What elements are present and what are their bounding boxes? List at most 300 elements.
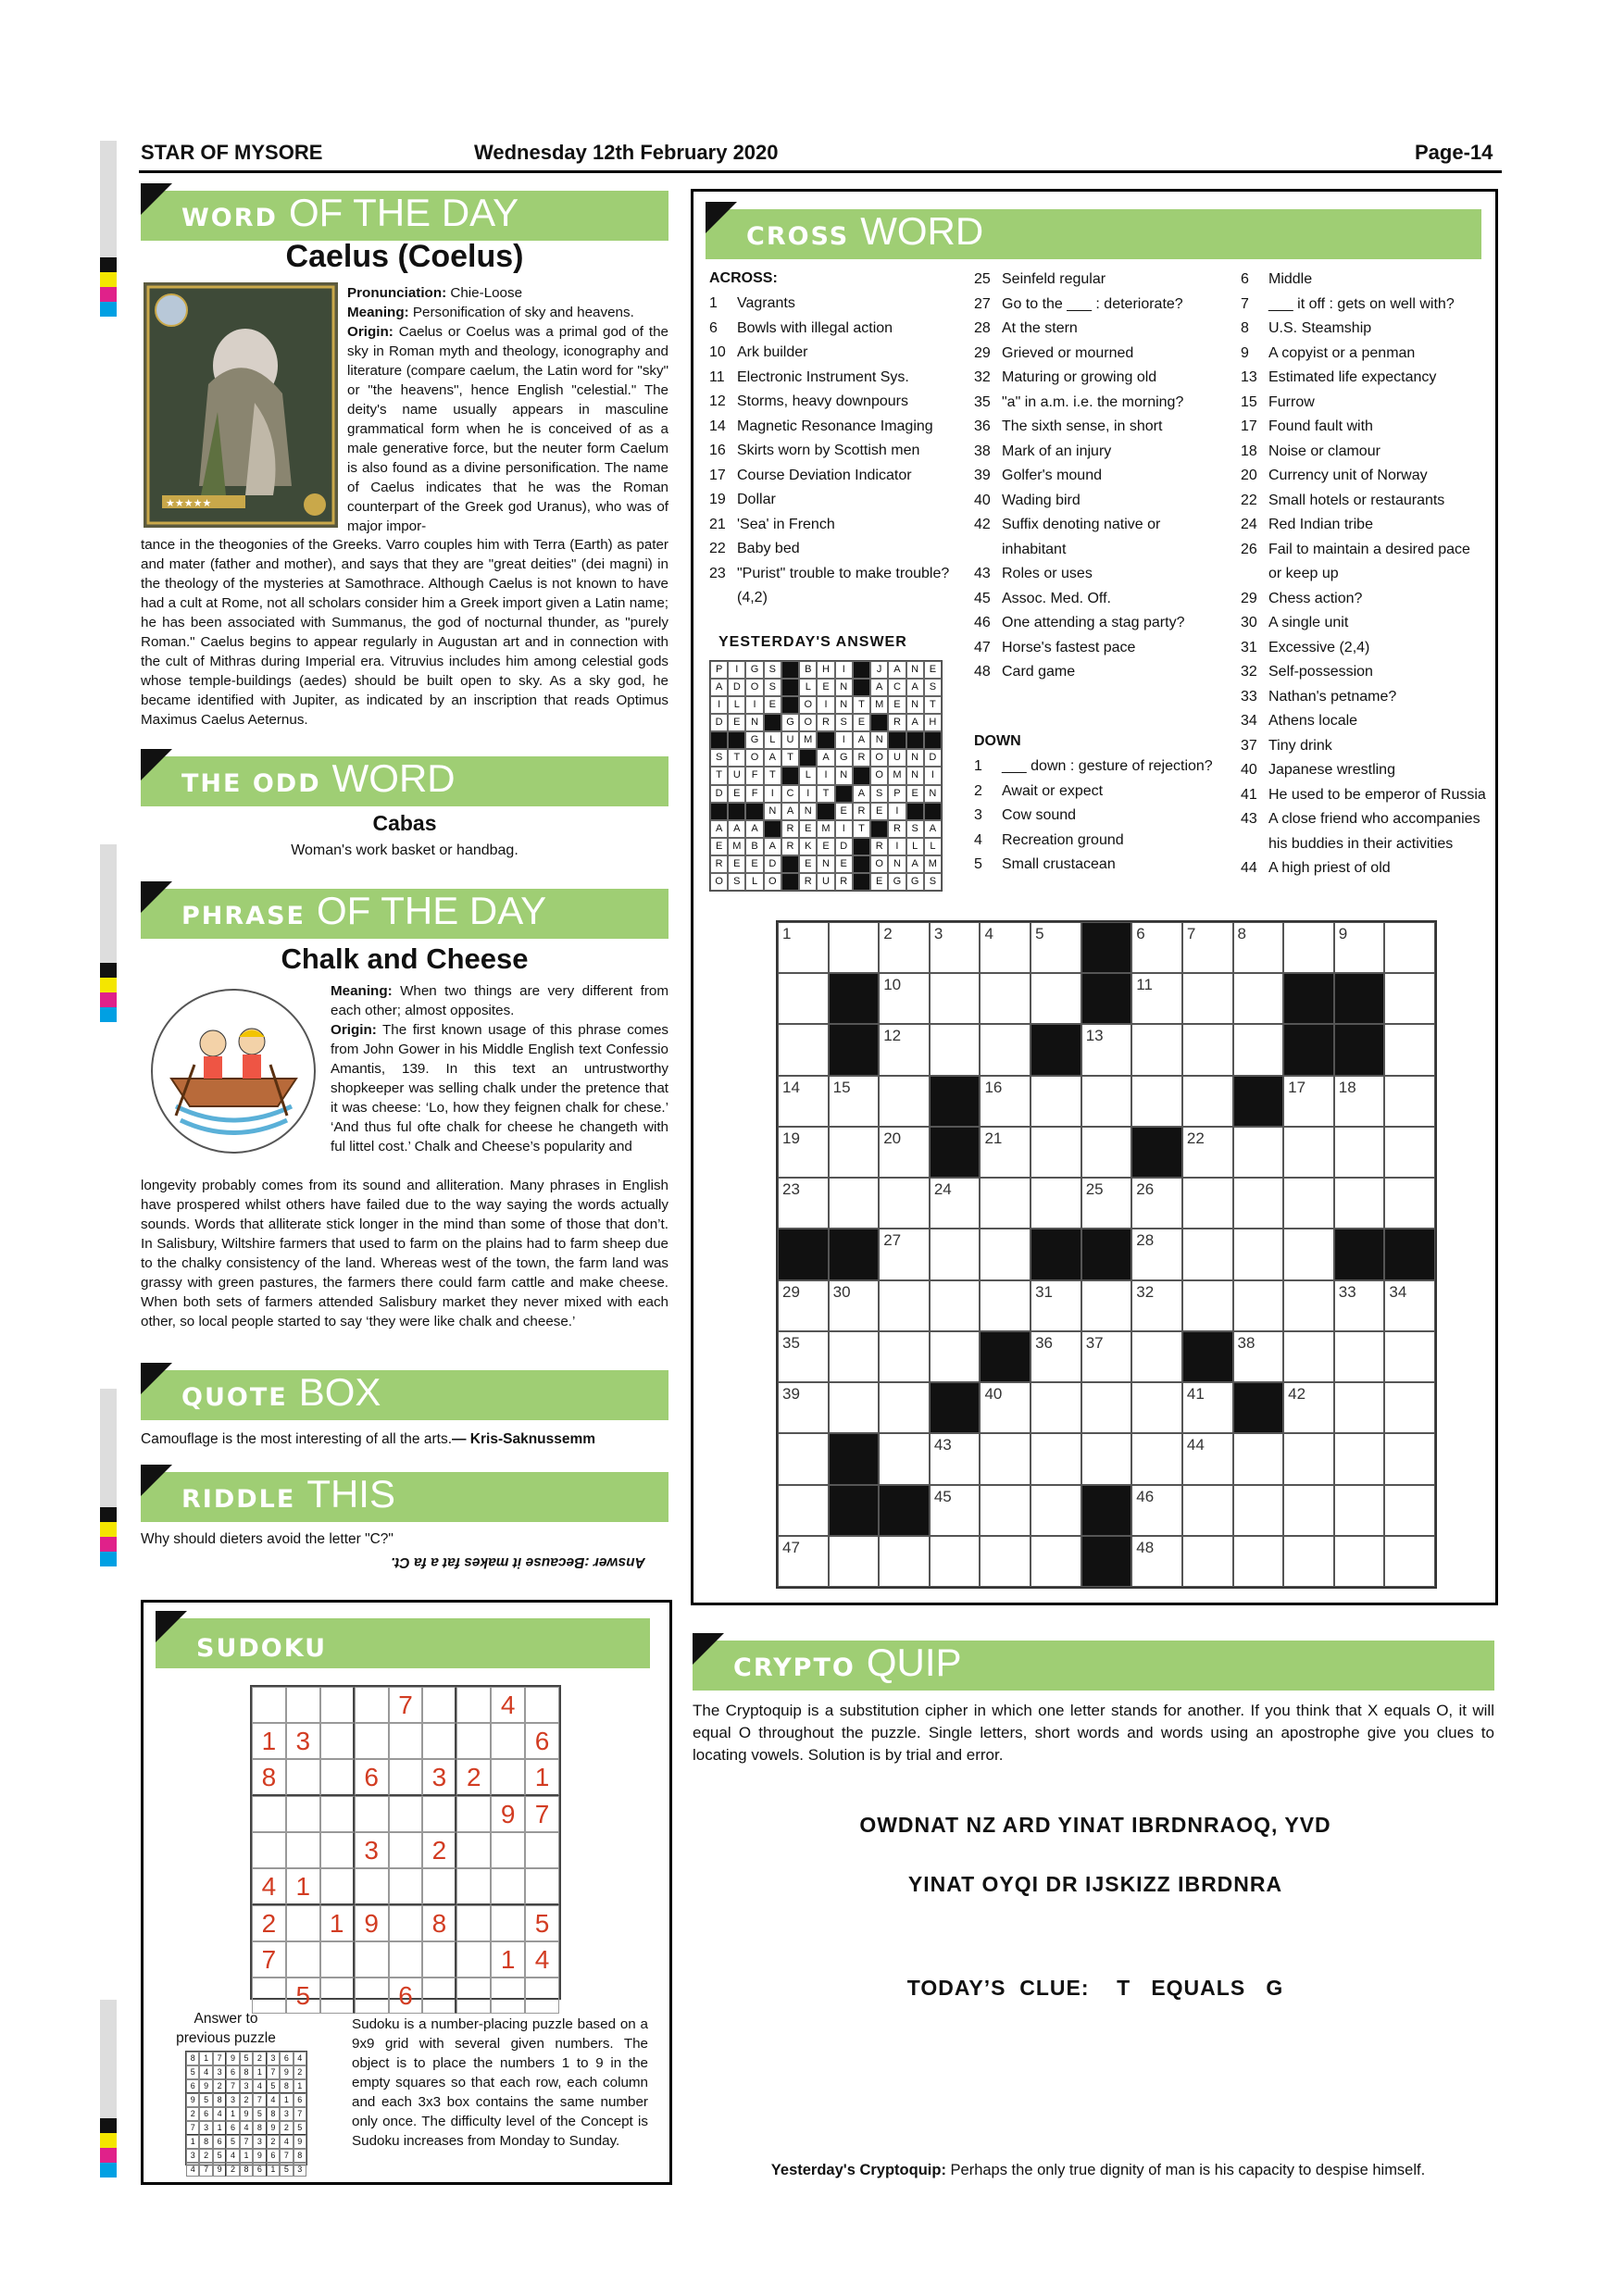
answer-cell [764, 714, 781, 731]
sudoku-cell: 1 [294, 2079, 306, 2093]
answer-cell: U [728, 767, 745, 784]
crossword-grid[interactable] [776, 920, 1437, 1589]
crossword-cell[interactable] [1384, 1280, 1435, 1331]
crossword-cell[interactable] [1283, 1178, 1334, 1229]
cell-number: 48 [1136, 1538, 1155, 1556]
sudoku-cell: 9 [240, 2107, 253, 2121]
crossword-cell[interactable] [1334, 1331, 1385, 1382]
crossword-cell[interactable] [930, 1024, 981, 1075]
answer-cell: N [870, 731, 888, 749]
crossword-cell[interactable] [1233, 973, 1284, 1024]
sudoku-cell[interactable] [286, 1796, 320, 1832]
sudoku-cell[interactable] [286, 1687, 320, 1723]
crossword-cell[interactable] [1081, 1382, 1132, 1433]
sudoku-cell[interactable] [456, 1832, 491, 1868]
crossword-cell[interactable] [1182, 1024, 1233, 1075]
clue-number: 25 [974, 271, 991, 287]
sudoku-cell: 9 [280, 2065, 293, 2079]
crossword-cell[interactable] [1233, 1433, 1284, 1484]
sudoku-cell[interactable] [389, 1868, 423, 1905]
crossword-cell[interactable] [1384, 1178, 1435, 1229]
crossword-cell[interactable] [1131, 1331, 1182, 1382]
sudoku-cell[interactable] [286, 1832, 320, 1868]
crossword-cell[interactable] [930, 1433, 981, 1484]
sudoku-cell[interactable] [422, 1868, 456, 1905]
answer-cell: C [781, 785, 799, 803]
crossword-cell[interactable] [1031, 1485, 1081, 1536]
crossword-cell[interactable] [1081, 1127, 1132, 1178]
sudoku-grid[interactable] [250, 1685, 561, 2010]
answer-cell: T [710, 767, 728, 784]
answer-cell: E [799, 820, 817, 838]
crossword-cell[interactable] [1283, 1382, 1334, 1433]
crossword-cell[interactable] [1233, 1229, 1284, 1279]
sudoku-cell[interactable] [286, 1941, 320, 1978]
sudoku-cell: 7 [389, 1687, 423, 1723]
sudoku-cell[interactable] [389, 1941, 423, 1978]
sudoku-cell[interactable] [525, 1868, 559, 1905]
crossword-cell[interactable] [1384, 1127, 1435, 1178]
crossword-cell[interactable] [930, 1536, 981, 1587]
sudoku-cell[interactable] [491, 1832, 525, 1868]
sudoku-cell: 2 [240, 2093, 253, 2107]
clue-item [1241, 734, 1486, 759]
black-square [829, 1024, 880, 1075]
crossword-cell[interactable] [1283, 1280, 1334, 1331]
crossword-cell[interactable] [1384, 1536, 1435, 1587]
cell-number: 37 [1085, 1333, 1104, 1352]
crossword-cell[interactable] [1283, 1229, 1334, 1279]
answer-cell [888, 731, 906, 749]
crossword-cell[interactable] [980, 1229, 1031, 1279]
answer-cell: O [710, 873, 728, 891]
crossword-cell[interactable] [1233, 1485, 1284, 1536]
clue-number: 14 [709, 418, 726, 434]
answer-cell: G [906, 873, 924, 891]
clue-text: He used to be emperor of Russia [1268, 786, 1486, 803]
sudoku-cell: 3 [186, 2149, 199, 2163]
crossword-cell[interactable] [1334, 1178, 1385, 1229]
cell-number: 19 [782, 1129, 800, 1147]
crossword-cell[interactable] [980, 1536, 1031, 1587]
crossword-cell[interactable] [930, 1485, 981, 1536]
crossword-cell[interactable] [1081, 1178, 1132, 1229]
crossword-cell[interactable] [1031, 1433, 1081, 1484]
sudoku-cell[interactable] [491, 1759, 525, 1796]
crossword-cell[interactable] [1182, 1280, 1233, 1331]
crossword-cell[interactable] [1182, 1076, 1233, 1127]
crossword-cell[interactable] [1131, 973, 1182, 1024]
sudoku-cell: 7 [199, 2163, 212, 2177]
answer-cell [799, 749, 817, 767]
cell-number: 41 [1186, 1385, 1205, 1404]
crossword-cell[interactable] [1031, 1536, 1081, 1587]
crossword-cell[interactable] [1384, 1076, 1435, 1127]
registration-bar [100, 1389, 117, 1507]
crossword-cell[interactable] [778, 973, 829, 1024]
crossword-cell[interactable] [778, 1178, 829, 1229]
crossword-cell[interactable] [1081, 1280, 1132, 1331]
sudoku-cell[interactable] [355, 1868, 389, 1905]
crossword-cell[interactable] [879, 973, 930, 1024]
crossword-cell[interactable] [1182, 922, 1233, 973]
crossword-cell[interactable] [1283, 1433, 1334, 1484]
heading-b: WORD [860, 209, 984, 253]
crossword-cell[interactable] [1233, 1331, 1284, 1382]
crossword-cell[interactable] [980, 973, 1031, 1024]
crossword-cell[interactable] [980, 1076, 1031, 1127]
crossword-cell[interactable] [1233, 1280, 1284, 1331]
sudoku-cell[interactable] [491, 1978, 525, 2014]
crossword-cell[interactable] [1384, 1485, 1435, 1536]
reg-cyan [100, 2163, 117, 2177]
crossword-cell[interactable] [1384, 1433, 1435, 1484]
clue-text: Small crustacean [1002, 856, 1116, 872]
sudoku-cell[interactable] [422, 1941, 456, 1978]
crossword-cell[interactable] [1131, 1536, 1182, 1587]
sudoku-cell: 3 [253, 2135, 266, 2149]
clue-item [1241, 513, 1486, 538]
crossword-cell[interactable] [1031, 1127, 1081, 1178]
caelus-image [144, 282, 338, 528]
sudoku-cell: 2 [199, 2149, 212, 2163]
answer-cell: A [888, 661, 906, 679]
clue-number: 45 [974, 590, 991, 606]
crossword-cell[interactable] [1031, 1178, 1081, 1229]
cell-number: 18 [1338, 1078, 1356, 1096]
sudoku-cell[interactable] [389, 1905, 423, 1941]
crossword-cell[interactable] [1081, 1024, 1132, 1075]
black-square [829, 973, 880, 1024]
sudoku-cell[interactable] [456, 1723, 491, 1759]
crossword-cell[interactable] [980, 1280, 1031, 1331]
crossword-cell[interactable] [930, 973, 981, 1024]
crossword-cell[interactable] [1384, 973, 1435, 1024]
crossword-cell[interactable] [1334, 1280, 1385, 1331]
crossword-cell[interactable] [829, 1331, 880, 1382]
crossword-cell[interactable] [778, 1485, 829, 1536]
crossword-cell[interactable] [1031, 1382, 1081, 1433]
crossword-cell[interactable] [930, 1331, 981, 1382]
black-square [1283, 1024, 1334, 1075]
crossword-cell[interactable] [778, 922, 829, 973]
crossword-cell[interactable] [980, 1024, 1031, 1075]
sudoku-cell[interactable] [320, 1978, 355, 2014]
sudoku-cell[interactable] [389, 1723, 423, 1759]
clue-number: 37 [1241, 737, 1257, 754]
crossword-cell[interactable] [879, 922, 930, 973]
sudoku-cell: 8 [422, 1905, 456, 1941]
answer-cell: G [781, 714, 799, 731]
sudoku-cell[interactable] [422, 1796, 456, 1832]
crossword-cell[interactable] [829, 1127, 880, 1178]
answer-cell [781, 696, 799, 714]
sudoku-cell[interactable] [525, 1978, 559, 2014]
answer-cell: I [799, 785, 817, 803]
answer-cell: R [781, 820, 799, 838]
sudoku-cell[interactable] [355, 1723, 389, 1759]
answer-cell [817, 731, 834, 749]
clue-number: 1 [709, 295, 718, 311]
crossword-cell[interactable] [1182, 973, 1233, 1024]
sudoku-cell[interactable] [355, 1978, 389, 2014]
sudoku-cell[interactable] [456, 1687, 491, 1723]
crossword-cell[interactable] [1182, 1127, 1233, 1178]
crossword-cell[interactable] [980, 1485, 1031, 1536]
sudoku-cell[interactable] [320, 1832, 355, 1868]
crossword-cell[interactable] [778, 1280, 829, 1331]
odd-word-title: Cabas [372, 811, 437, 835]
crossword-cell[interactable] [1334, 1127, 1385, 1178]
registration-bar [100, 2000, 117, 2118]
sudoku-cell: 1 [240, 2149, 253, 2163]
crossword-cell[interactable] [1334, 1485, 1385, 1536]
crossword-cell[interactable] [778, 1331, 829, 1382]
sudoku-cell[interactable] [252, 1832, 286, 1868]
crossword-cell[interactable] [930, 1229, 981, 1279]
sudoku-cell[interactable] [389, 1759, 423, 1796]
crossword-cell[interactable] [1182, 1433, 1233, 1484]
sudoku-cell[interactable] [355, 1687, 389, 1723]
cell-number: 11 [1136, 976, 1153, 994]
clue-number: 30 [1241, 615, 1257, 630]
crossword-cell[interactable] [879, 1229, 930, 1279]
crossword-cell[interactable] [1384, 922, 1435, 973]
crossword-cell[interactable] [829, 1076, 880, 1127]
crossword-cell[interactable] [1131, 1024, 1182, 1075]
crossword-cell[interactable] [778, 1382, 829, 1433]
answer-cell [710, 731, 728, 749]
crossword-cell[interactable] [1031, 922, 1081, 973]
crossword-cell[interactable] [1283, 1331, 1334, 1382]
crossword-cell[interactable] [1182, 1382, 1233, 1433]
black-square [1233, 1076, 1284, 1127]
clue-item [709, 415, 959, 440]
crossword-cell[interactable] [1081, 1433, 1132, 1484]
answer-cell: T [764, 767, 781, 784]
meaning: Personification of sky and heavens. [408, 305, 634, 320]
crossword-cell[interactable] [778, 1024, 829, 1075]
crossword-cell[interactable] [1031, 1331, 1081, 1382]
sudoku-cell: 6 [213, 2135, 226, 2149]
crossword-cell[interactable] [1031, 1280, 1081, 1331]
crossword-cell[interactable] [879, 1127, 930, 1178]
clue-number: 18 [1241, 443, 1257, 459]
crossword-cell[interactable] [1334, 1536, 1385, 1587]
crossword-cell[interactable] [879, 1382, 930, 1433]
sudoku-cell: 6 [226, 2121, 239, 2135]
sudoku-cell: 3 [280, 2107, 293, 2121]
crossword-cell[interactable] [1233, 1024, 1284, 1075]
sudoku-cell[interactable] [491, 1723, 525, 1759]
sudoku-cell[interactable] [389, 1832, 423, 1868]
crossword-cell[interactable] [1283, 1536, 1334, 1587]
crossword-cell[interactable] [1131, 1382, 1182, 1433]
sudoku-cell[interactable] [355, 1796, 389, 1832]
answer-cell: S [906, 820, 924, 838]
answer-cell: E [817, 838, 834, 855]
crossword-cell[interactable] [879, 1076, 930, 1127]
crossword-cell[interactable] [829, 922, 880, 973]
sudoku-cell[interactable] [320, 1868, 355, 1905]
sudoku-cell: 9 [491, 1796, 525, 1832]
sudoku-cell: 8 [213, 2093, 226, 2107]
crossword-cell[interactable] [1131, 1229, 1182, 1279]
cell-number: 2 [883, 925, 893, 942]
clue-text: ___ down : gesture of rejection? [1002, 758, 1213, 774]
crossword-cell[interactable] [1131, 1178, 1182, 1229]
cell-number: 44 [1186, 1436, 1205, 1454]
sudoku-cell[interactable] [456, 1796, 491, 1832]
clue-item [709, 366, 959, 391]
crossword-cell[interactable] [778, 1536, 829, 1587]
reg-yellow [100, 978, 117, 992]
sudoku-cell: 5 [253, 2107, 266, 2121]
sudoku-cell: 7 [280, 2149, 293, 2163]
crossword-cell[interactable] [1081, 1331, 1132, 1382]
crossword-cell[interactable] [778, 1076, 829, 1127]
crossword-cell[interactable] [1182, 1229, 1233, 1279]
crossword-cell[interactable] [879, 1178, 930, 1229]
quote-text [141, 1431, 668, 1448]
crossword-cell[interactable] [1334, 1382, 1385, 1433]
boat-illustration [148, 986, 319, 1157]
crossword-cell[interactable] [1283, 922, 1334, 973]
sudoku-cell[interactable] [422, 1723, 456, 1759]
crossword-cell[interactable] [1131, 1433, 1182, 1484]
yesterday-cryptoquip-text: Perhaps the only true dignity of man is his capacity to despise himself. [945, 2162, 1426, 2178]
answer-cell: L [745, 873, 763, 891]
reg-magenta [100, 287, 117, 302]
crossword-cell[interactable] [1384, 1382, 1435, 1433]
sudoku-cell[interactable] [491, 1868, 525, 1905]
sudoku-cell[interactable] [252, 1796, 286, 1832]
clue-text: Athens locale [1268, 713, 1358, 729]
answer-cell: C [888, 679, 906, 696]
crossword-cell[interactable] [1131, 1076, 1182, 1127]
clue-item [1241, 440, 1486, 465]
crossword-cell[interactable] [1031, 973, 1081, 1024]
answer-cell: A [906, 855, 924, 873]
sudoku-cell[interactable] [456, 1978, 491, 2014]
sudoku-cell[interactable] [525, 1832, 559, 1868]
crossword-cell[interactable] [980, 1382, 1031, 1433]
crossword-cell[interactable] [879, 1024, 930, 1075]
sudoku-cell[interactable] [355, 1941, 389, 1978]
answer-cell: E [728, 785, 745, 803]
crossword-cell[interactable] [1182, 1178, 1233, 1229]
crossword-cell[interactable] [879, 1280, 930, 1331]
sudoku-cell[interactable] [456, 1941, 491, 1978]
clue-number: 41 [1241, 786, 1257, 803]
answer-cell [853, 767, 870, 784]
crossword-cell[interactable] [1031, 1076, 1081, 1127]
crossword-cell[interactable] [1131, 1280, 1182, 1331]
crossword-cell[interactable] [1131, 1485, 1182, 1536]
sudoku-cell[interactable] [320, 1723, 355, 1759]
crossword-cell[interactable] [1131, 922, 1182, 973]
crossword-cell[interactable] [1233, 1127, 1284, 1178]
crossword-cell[interactable] [1283, 1127, 1334, 1178]
crossword-cell[interactable] [1334, 1433, 1385, 1484]
sudoku-cell[interactable] [320, 1796, 355, 1832]
sudoku-cell[interactable] [320, 1759, 355, 1796]
crossword-cell[interactable] [1334, 1076, 1385, 1127]
crossword-cell[interactable] [1233, 1536, 1284, 1587]
sudoku-cell[interactable] [525, 1687, 559, 1723]
black-square [1081, 973, 1132, 1024]
sudoku-cell[interactable] [320, 1941, 355, 1978]
crossword-cell[interactable] [930, 922, 981, 973]
crossword-cell[interactable] [980, 1178, 1031, 1229]
sudoku-cell[interactable] [286, 1759, 320, 1796]
clue-text: Skirts worn by Scottish men [737, 443, 920, 458]
crossword-cell[interactable] [1384, 1331, 1435, 1382]
crossword-cell[interactable] [778, 1433, 829, 1484]
clue-number: 22 [1241, 492, 1257, 508]
sudoku-cell[interactable] [456, 1905, 491, 1941]
sudoku-cell: 1 [226, 2107, 239, 2121]
sudoku-cell[interactable] [286, 1905, 320, 1941]
sudoku-cell[interactable] [389, 1796, 423, 1832]
crossword-cell[interactable] [778, 1127, 829, 1178]
sudoku-cell: 7 [294, 2107, 306, 2121]
crossword-cell[interactable] [879, 1331, 930, 1382]
cell-number: 1 [782, 925, 792, 942]
sudoku-cell[interactable] [491, 1905, 525, 1941]
sudoku-cell[interactable] [252, 1687, 286, 1723]
sudoku-cell[interactable] [422, 1978, 456, 2014]
crossword-cell[interactable] [829, 1178, 880, 1229]
svg-text:★★★★★: ★★★★★ [166, 498, 212, 509]
origin-text: The first known usage of this phrase comes from John Gower in his Middle English text Confessio Amantis, 139. In this text an untrustworthy shopkeeper was selling chalk under the pretence that it was cheese: ‘Lo, how they feignen chalk for chese.’ ‘And thus ful ofte chalk for cheese he changeth with ful littel cost.’ Chalk and Cheese’s popularity and [331, 1022, 668, 1154]
crossword-cell[interactable] [879, 1433, 930, 1484]
sudoku-cell: 2 [213, 2079, 226, 2093]
crossword-cell[interactable] [1182, 1485, 1233, 1536]
crossword-cell[interactable] [1334, 922, 1385, 973]
clue-text: Small hotels or restaurants [1268, 492, 1445, 508]
crossword-cell[interactable] [1233, 1178, 1284, 1229]
sudoku-cell[interactable] [456, 1868, 491, 1905]
answer-cell: I [817, 696, 834, 714]
sudoku-cell[interactable] [320, 1687, 355, 1723]
crossword-cell[interactable] [980, 1433, 1031, 1484]
crossword-cell[interactable] [1081, 1076, 1132, 1127]
crossword-cell[interactable] [980, 922, 1031, 973]
crossword-cell[interactable] [980, 1127, 1031, 1178]
crossword-cell[interactable] [829, 1280, 880, 1331]
sudoku-cell: 3 [240, 2079, 253, 2093]
clue-text: One attending a stag party? [1002, 615, 1185, 630]
crossword-cell[interactable] [829, 1536, 880, 1587]
clue-item [709, 488, 959, 513]
sudoku-cell: 7 [252, 1941, 286, 1978]
crossword-cell[interactable] [1384, 1024, 1435, 1075]
sudoku-cell: 8 [294, 2149, 306, 2163]
crossword-cell[interactable] [1283, 1485, 1334, 1536]
clue-text: Wading bird [1002, 492, 1081, 508]
sudoku-cell: 3 [267, 2052, 280, 2065]
sudoku-cell[interactable] [422, 1687, 456, 1723]
crossword-cell[interactable] [930, 1280, 981, 1331]
answer-cell: R [781, 838, 799, 855]
crossword-cell[interactable] [829, 1382, 880, 1433]
crossword-cell[interactable] [1233, 922, 1284, 973]
crossword-cell[interactable] [1283, 1076, 1334, 1127]
crossword-cell[interactable] [1182, 1536, 1233, 1587]
crossword-cell[interactable] [930, 1178, 981, 1229]
crossword-cell[interactable] [879, 1536, 930, 1587]
